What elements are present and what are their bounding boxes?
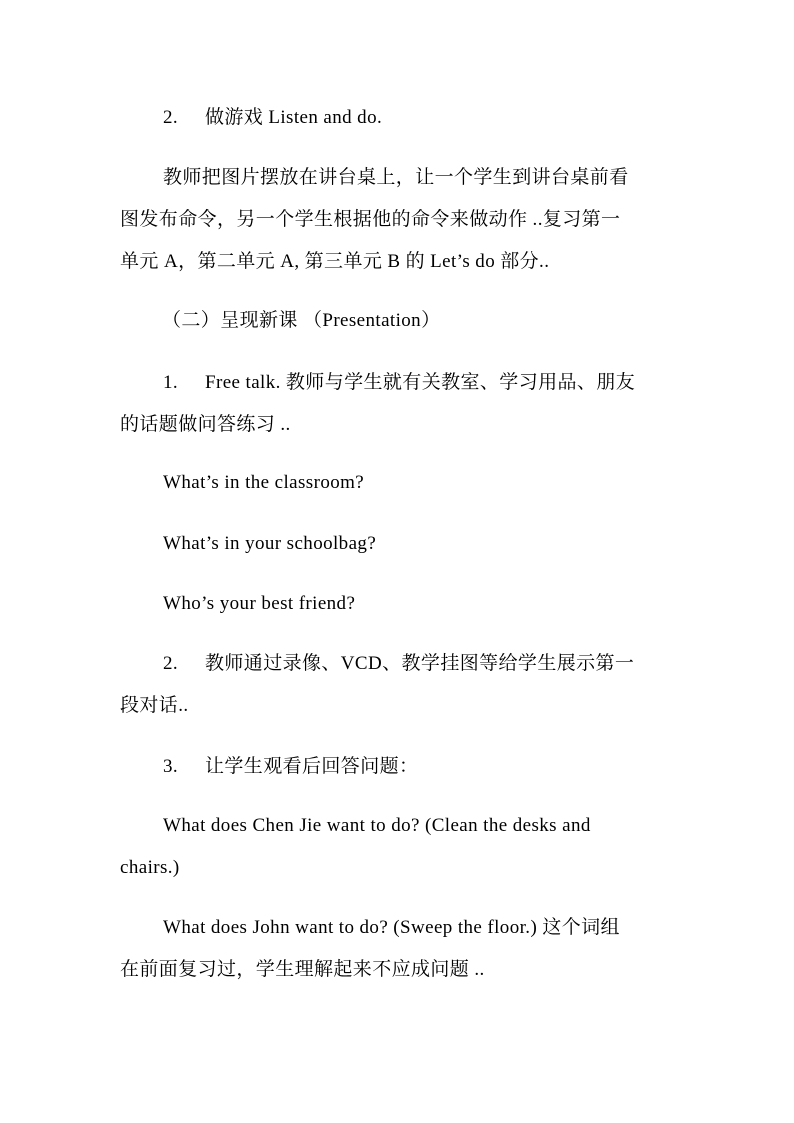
paragraph-line: 段对话.. xyxy=(120,695,189,716)
question-line: Who’s your best friend? xyxy=(163,593,356,614)
step-text: 做游戏 Listen and do. xyxy=(205,107,383,128)
step-number: 2. xyxy=(163,653,179,674)
paragraph-line: 在前面复习过，学生理解起来不应成问题 .. xyxy=(120,959,485,980)
step-number: 1. xyxy=(163,372,179,393)
step-2-video xyxy=(120,643,680,727)
paragraph-line: 单元 A，第二单元 A, 第三单元 B 的 Let’s do 部分.. xyxy=(120,251,550,272)
teacher-instruction-paragraph xyxy=(120,157,680,283)
paragraph-line: What does John want to do? (Sweep the floor.) 这个词组 xyxy=(163,917,620,938)
question-answer-chen-jie xyxy=(120,805,680,889)
paragraph-line: chairs.) xyxy=(120,857,180,878)
step-text: 教师通过录像、VCD、教学挂图等给学生展示第一 xyxy=(205,653,635,674)
paragraph-line: 图发布命令，另一个学生根据他的命令来做动作 ..复习第一 xyxy=(120,209,621,230)
step-number: 3. xyxy=(163,756,179,777)
step-text: Free talk. 教师与学生就有关教室、学习用品、朋友 xyxy=(205,372,636,393)
paragraph-line: 教师把图片摆放在讲台桌上，让一个学生到讲台桌前看 xyxy=(163,167,629,188)
step-text: 让学生观看后回答问题： xyxy=(205,756,419,777)
section-heading-text: （二）呈现新课 （Presentation） xyxy=(162,310,441,331)
step-3-questions xyxy=(120,746,680,788)
paragraph-line: What does Chen Jie want to do? (Clean the desks and xyxy=(163,815,591,836)
step-number: 2. xyxy=(163,107,179,128)
step-2-game xyxy=(120,97,680,139)
step-1-free-talk xyxy=(120,362,680,446)
question-line: What’s in your schoolbag? xyxy=(163,533,377,554)
section-heading xyxy=(120,300,680,342)
question-line: What’s in the classroom? xyxy=(163,472,365,493)
paragraph-line: 的话题做问答练习 .. xyxy=(120,414,291,435)
question-answer-john xyxy=(120,907,680,991)
